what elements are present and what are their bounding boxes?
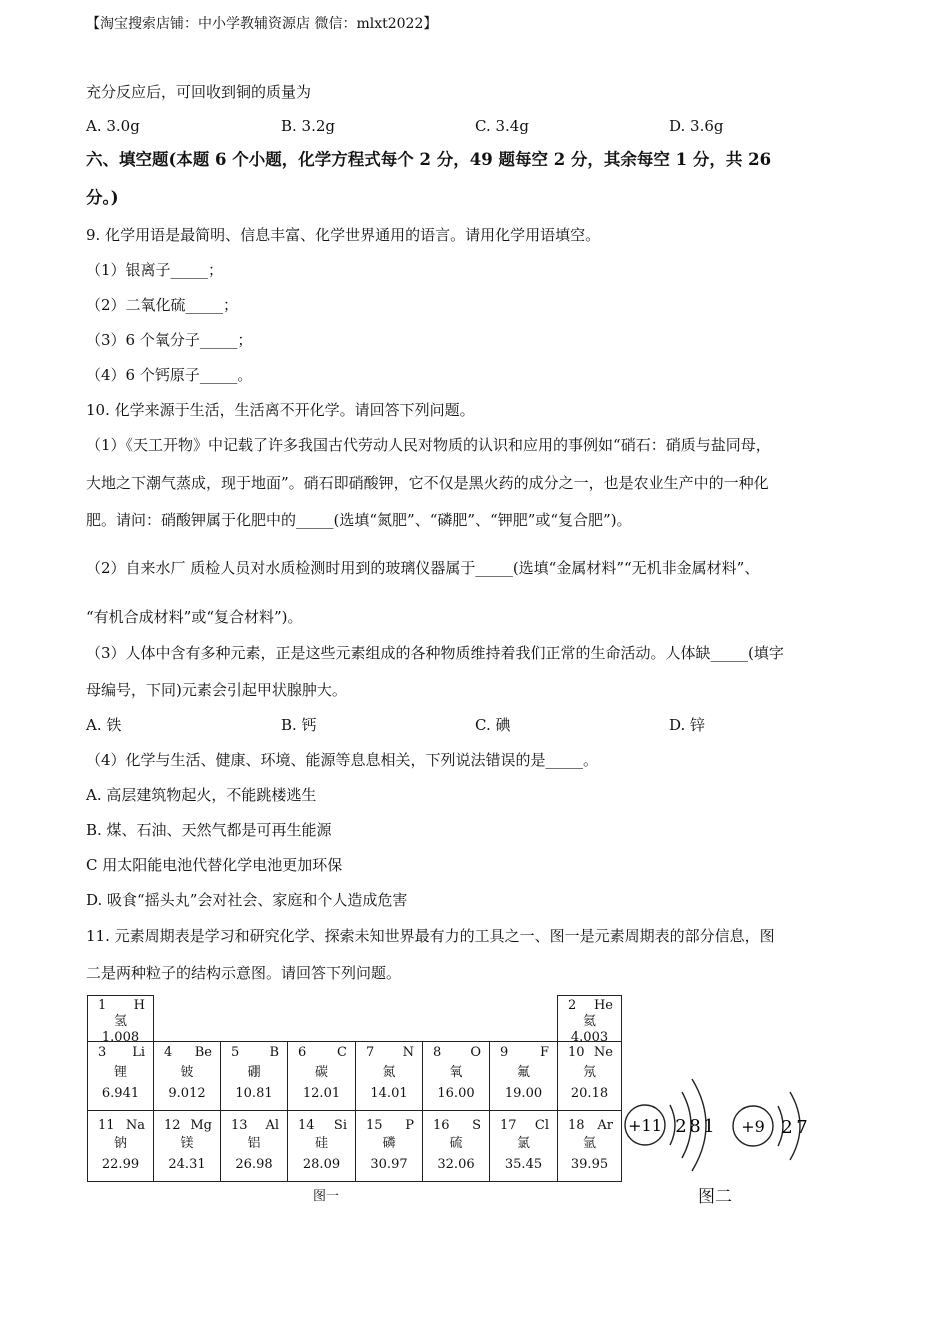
- nucleus-label-2: +9: [741, 1117, 765, 1136]
- element-symbol: Cl: [534, 1118, 549, 1133]
- q9-item-3: （3）6 个氧分子_____；: [86, 331, 253, 349]
- element-name: 镁: [180, 1136, 194, 1151]
- element-cell-li: [87, 1041, 154, 1111]
- element-cell-he: [557, 995, 622, 1045]
- q10-p2-line1: （2）自来水厂 质检人员对水质检测时用到的玻璃仪器属于_____(选填“金属材料”“无机非金属材料”、: [86, 559, 760, 577]
- element-name: 氢: [113, 1014, 127, 1029]
- q8-option-d: D. 3.6g: [669, 117, 724, 135]
- element-cell-n: [355, 1041, 423, 1111]
- element-name: 氧: [449, 1065, 463, 1080]
- electron-count: 8: [689, 1116, 701, 1137]
- element-number: 1: [98, 998, 107, 1013]
- element-mass: 20.18: [570, 1086, 609, 1101]
- q8-option-c: C. 3.4g: [475, 117, 529, 135]
- element-mass: 35.45: [504, 1157, 543, 1172]
- periodic-table: [87, 995, 622, 1182]
- q10-p4-option-d: D. 吸食“摇头丸”会对社会、家庭和个人造成危害: [86, 891, 408, 909]
- q8-option-a: A. 3.0g: [86, 117, 140, 135]
- element-name: 氟: [516, 1065, 530, 1080]
- element-symbol: O: [470, 1045, 481, 1060]
- element-symbol: N: [402, 1045, 414, 1060]
- element-mass: 26.98: [235, 1157, 273, 1172]
- element-mass: 39.95: [570, 1157, 609, 1172]
- q10-p4-option-c: C 用太阳能电池代替化学电池更加环保: [86, 856, 343, 874]
- element-number: 17: [500, 1118, 517, 1133]
- element-symbol: S: [472, 1118, 481, 1133]
- element-number: 13: [231, 1118, 248, 1133]
- element-symbol: F: [539, 1045, 549, 1060]
- element-mass: 6.941: [101, 1086, 140, 1101]
- shell-arc: [670, 1105, 675, 1145]
- q9-item-2: （2）二氧化硫_____；: [86, 296, 239, 314]
- element-name: 铝: [247, 1136, 261, 1151]
- element-number: 18: [568, 1118, 585, 1133]
- element-number: 12: [164, 1118, 181, 1133]
- element-cell-ar: [557, 1110, 622, 1182]
- q10-p3-option-d: D. 锌: [669, 716, 706, 734]
- element-name: 硼: [247, 1065, 261, 1080]
- element-name: 铍: [180, 1065, 194, 1080]
- element-cell-b: [220, 1041, 288, 1111]
- q9-stem: 9. 化学用语是最简明、信息丰富、化学世界通用的语言。请用化学用语填空。: [86, 226, 601, 244]
- element-mass: 1.008: [101, 1030, 140, 1045]
- electron-count: 2: [781, 1117, 793, 1138]
- section-title-line2: 分。): [86, 188, 119, 207]
- element-number: 14: [298, 1118, 315, 1133]
- element-name: 氯: [516, 1136, 530, 1151]
- q10-p3-option-c: C. 碘: [475, 716, 511, 734]
- q10-p4-option-a: A. 高层建筑物起火，不能跳楼逃生: [86, 786, 317, 804]
- element-cell-s: [422, 1110, 490, 1182]
- element-number: 3: [98, 1045, 107, 1060]
- element-name: 氩: [582, 1136, 596, 1151]
- element-mass: 10.81: [235, 1086, 273, 1101]
- element-mass: 32.06: [437, 1157, 475, 1172]
- element-symbol: Be: [194, 1045, 212, 1060]
- element-name: 氮: [382, 1065, 396, 1080]
- element-symbol: H: [133, 998, 145, 1013]
- element-symbol: Ne: [593, 1045, 613, 1060]
- element-cell-mg: [153, 1110, 221, 1182]
- element-cell-p: [355, 1110, 423, 1182]
- element-number: 9: [500, 1045, 509, 1060]
- q10-p3-line2: 母编号，下同)元素会引起甲状腺肿大。: [86, 681, 347, 699]
- element-name: 氖: [582, 1065, 596, 1080]
- element-name: 硅: [314, 1136, 328, 1151]
- q8-stem: 充分反应后，可回收到铜的质量为: [86, 83, 312, 101]
- element-name: 锂: [113, 1065, 127, 1080]
- element-cell-na: [87, 1110, 154, 1182]
- element-mass: 14.01: [370, 1086, 408, 1101]
- electron-count: 7: [796, 1117, 808, 1138]
- element-cell-h: [87, 995, 154, 1045]
- element-mass: 4.003: [570, 1030, 609, 1045]
- figure2-caption: 图二: [698, 1187, 732, 1207]
- q10-p4-option-b: B. 煤、石油、天然气都是可再生能源: [86, 821, 332, 839]
- element-number: 2: [568, 998, 577, 1013]
- element-cell-ne: [557, 1041, 622, 1111]
- element-name: 碳: [314, 1065, 328, 1080]
- element-symbol: Mg: [190, 1118, 212, 1133]
- element-symbol: Si: [333, 1118, 347, 1133]
- q8-option-b: B. 3.2g: [281, 117, 336, 135]
- element-cell-o: [422, 1041, 490, 1111]
- element-cell-al: [220, 1110, 288, 1182]
- q9-item-1: （1）银离子_____；: [86, 261, 224, 279]
- element-symbol: P: [405, 1118, 414, 1133]
- element-symbol: Al: [265, 1118, 279, 1133]
- element-cell-c: [287, 1041, 356, 1111]
- element-mass: 16.00: [437, 1086, 475, 1101]
- element-cell-be: [153, 1041, 221, 1111]
- element-cell-cl: [489, 1110, 558, 1182]
- element-number: 4: [164, 1045, 173, 1060]
- element-number: 5: [231, 1045, 240, 1060]
- q10-p1-line1: （1）《天工开物》中记载了许多我国古代劳动人民对物质的认识和应用的事例如“硝石：硝质与盐同母，: [86, 436, 771, 454]
- element-symbol: Li: [132, 1045, 145, 1060]
- element-symbol: C: [337, 1045, 347, 1060]
- element-name: 硫: [449, 1136, 463, 1151]
- element-number: 10: [568, 1045, 585, 1060]
- element-symbol: Ar: [597, 1118, 613, 1133]
- element-number: 11: [98, 1118, 115, 1133]
- page-header-watermark: 【淘宝搜索店铺：中小学教辅资源店 微信：mlxt2022】: [86, 16, 438, 32]
- element-mass: 12.01: [302, 1086, 341, 1101]
- element-symbol: Na: [125, 1118, 145, 1133]
- element-mass: 30.97: [370, 1157, 408, 1172]
- element-number: 7: [366, 1045, 375, 1060]
- nucleus-label-1: +11: [628, 1116, 662, 1135]
- element-mass: 28.09: [302, 1157, 341, 1172]
- element-number: 8: [433, 1045, 442, 1060]
- element-mass: 19.00: [504, 1086, 543, 1101]
- element-number: 16: [433, 1118, 450, 1133]
- element-mass: 9.012: [168, 1086, 206, 1101]
- q10-p3-line1: （3）人体中含有多种元素，正是这些元素组成的各种物质维持着我们正常的生命活动。人体缺_____(填字: [86, 644, 784, 662]
- q11-line1: 11. 元素周期表是学习和研究化学、探索未知世界最有力的工具之一、图一是元素周期表的部分信息，图: [86, 927, 775, 945]
- element-number: 6: [298, 1045, 307, 1060]
- electron-count: 1: [703, 1116, 715, 1137]
- q10-p3-option-a: A. 铁: [86, 716, 122, 734]
- q10-stem: 10. 化学来源于生活，生活离不开化学。请回答下列问题。: [86, 401, 475, 419]
- electron-count: 2: [675, 1116, 687, 1137]
- element-mass: 24.31: [168, 1157, 206, 1172]
- q10-p4-stem: （4）化学与生活、健康、环境、能源等息息相关，下列说法错误的是_____。: [86, 751, 599, 769]
- q11-line2: 二是两种粒子的结构示意图。请回答下列问题。: [86, 964, 402, 982]
- element-cell-si: [287, 1110, 356, 1182]
- q10-p1-line2: 大地之下潮气蒸成，现于地面”。硝石即硝酸钾，它不仅是黑火药的成分之一，也是农业生产中的一种化: [86, 474, 769, 492]
- element-symbol: He: [593, 998, 613, 1013]
- element-symbol: B: [269, 1045, 279, 1060]
- q10-p1-line3: 肥。请问：硝酸钾属于化肥中的_____(选填“氮肥”、“磷肥”、“钾肥”或“复合肥”)。: [86, 511, 632, 529]
- q10-p3-option-b: B. 钙: [281, 716, 317, 734]
- q9-item-4: （4）6 个钙原子_____。: [86, 366, 253, 384]
- element-mass: 22.99: [101, 1157, 140, 1172]
- element-cell-f: [489, 1041, 558, 1111]
- element-name: 磷: [382, 1136, 396, 1151]
- particle-structure-diagram: [618, 1065, 818, 1180]
- element-number: 15: [366, 1118, 383, 1133]
- element-name: 氦: [582, 1014, 596, 1029]
- section-title-line1: 六、填空题(本题 6 个小题，化学方程式每个 2 分，49 题每空 2 分，其余每空 1 分，共 26: [86, 150, 772, 169]
- element-name: 钠: [113, 1136, 127, 1151]
- figure1-caption: 图一: [313, 1189, 340, 1204]
- q10-p2-line2: “有机合成材料”或“复合材料”)。: [86, 608, 303, 626]
